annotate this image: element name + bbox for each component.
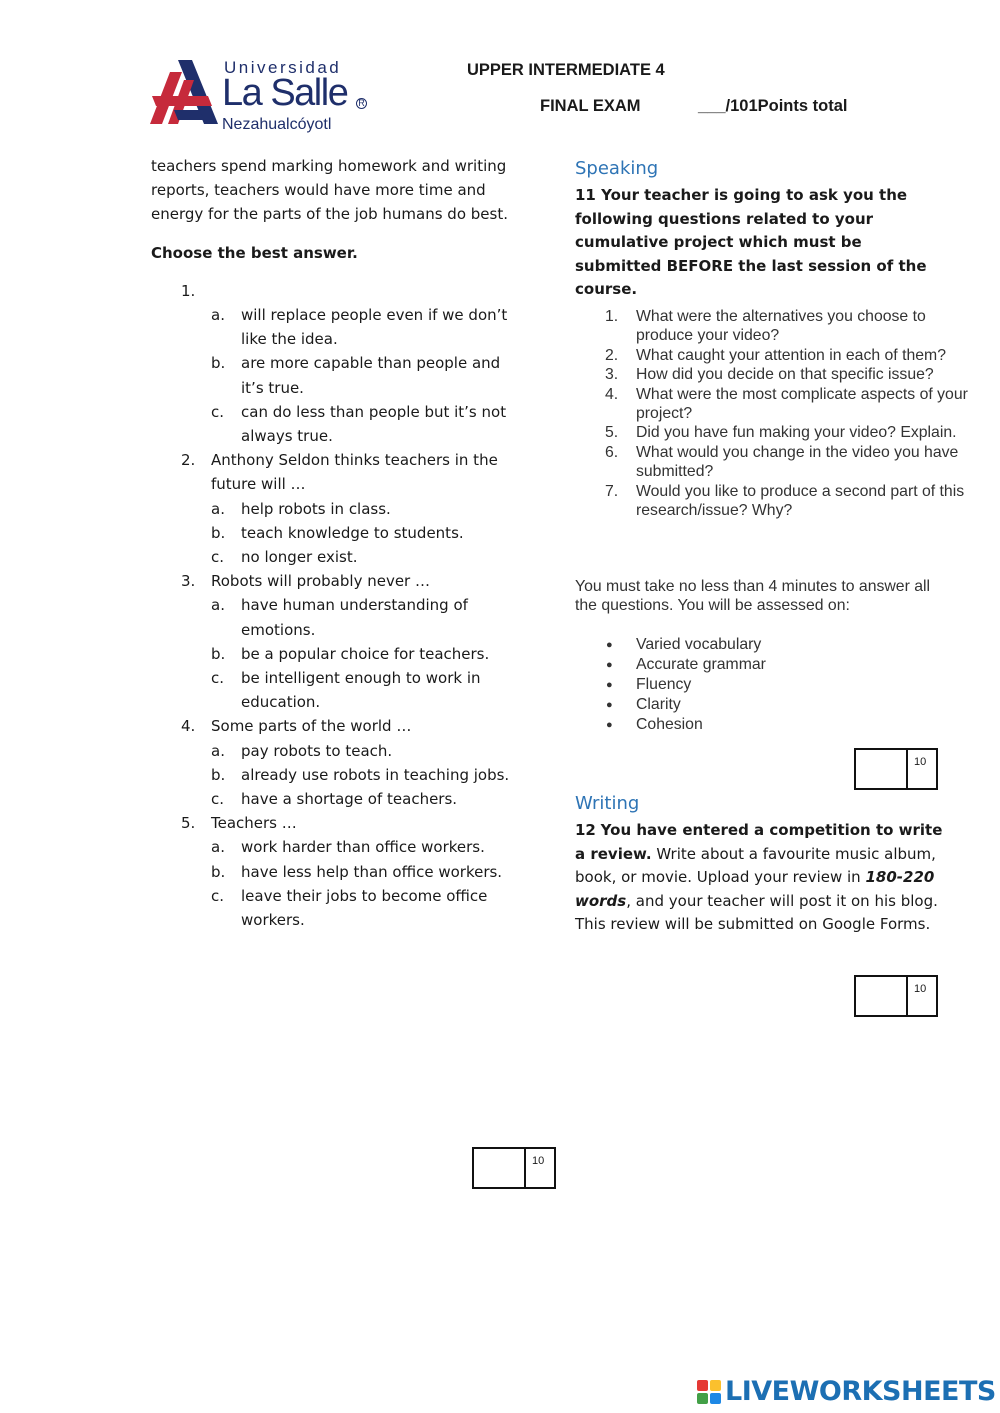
writing-task-bold: You have entered a competition to write a review. <box>575 821 943 863</box>
option-list <box>211 303 521 448</box>
question-item <box>181 448 521 569</box>
option-letter: b. <box>211 354 226 373</box>
answer-option[interactable] <box>211 497 521 521</box>
reading-passage: teachers spend marking homework and writing reports, teachers would have more time and energy for the parts of the job humans do best. <box>151 157 508 224</box>
bullet-icon: ● <box>606 699 613 711</box>
option-letter: b. <box>211 523 226 542</box>
speaking-task: 11 Your teacher is going to ask you the following questions related to your cumulative project which must be submitted BEFORE the last session of the course. <box>575 186 927 298</box>
speaking-question-number: 1. <box>605 308 619 325</box>
answer-option[interactable] <box>211 593 521 641</box>
speaking-question <box>605 307 976 346</box>
option-letter: b. <box>211 765 226 784</box>
criteria-item <box>606 635 766 655</box>
speaking-score-box <box>854 748 938 790</box>
criteria-list <box>605 635 766 735</box>
brand-square-green <box>697 1393 708 1404</box>
la-salle-logo-icon <box>148 58 220 130</box>
criteria-item <box>606 715 766 735</box>
option-text: are more capable than people and it’s true. <box>241 354 501 397</box>
bullet-icon: ● <box>606 659 613 671</box>
option-text: have less help than office workers. <box>241 862 503 881</box>
speaking-question-number: 3. <box>605 366 619 384</box>
speaking-question <box>605 482 976 521</box>
answer-option[interactable] <box>211 642 521 666</box>
speaking-question-text: How did you decide on that specific issue? <box>636 366 934 384</box>
criteria-item <box>606 675 766 695</box>
answer-option[interactable] <box>211 303 521 351</box>
option-letter: b. <box>211 644 226 663</box>
bullet-icon: ● <box>606 719 613 731</box>
exam-level-title: UPPER INTERMEDIATE 4 <box>467 61 665 79</box>
speaking-question-text: What were the most complicate aspects of your project? <box>636 385 968 423</box>
question-text: Anthony Seldon thinks teachers in the future will … <box>211 451 498 494</box>
speaking-question-list <box>605 307 976 520</box>
reading-section <box>151 154 521 932</box>
speaking-question-number: 7. <box>605 482 619 500</box>
speaking-question-number: 6. <box>605 443 619 461</box>
speaking-question-number: 2. <box>605 346 619 364</box>
criteria-item <box>606 655 766 675</box>
speaking-question-text: What would you change in the video you have submitted? <box>636 443 959 481</box>
speaking-question-text: Would you like to produce a second part of this research/issue? Why? <box>636 482 965 520</box>
speaking-question-text: Did you have fun making your video? Explain. <box>636 424 957 442</box>
question-number: 2. <box>181 451 196 470</box>
liveworksheets-wordmark: LIVEWORKSHEETS <box>725 1376 996 1407</box>
criteria-text: Clarity <box>636 696 681 713</box>
option-letter: a. <box>211 838 225 857</box>
speaking-question <box>605 423 976 442</box>
speaking-heading: Speaking <box>575 158 659 179</box>
bullet-icon: ● <box>606 639 613 651</box>
option-letter: c. <box>211 790 225 809</box>
question-number: 5. <box>181 814 196 833</box>
option-text: already use robots in teaching jobs. <box>241 765 510 784</box>
answer-option[interactable] <box>211 763 521 787</box>
option-letter: c. <box>211 402 225 421</box>
writing-word-range: 180-220 words <box>575 868 935 910</box>
brand-square-red <box>697 1380 708 1391</box>
answer-option[interactable] <box>211 787 521 811</box>
option-text: will replace people even if we don’t like the idea. <box>241 306 508 349</box>
question-item <box>181 714 521 811</box>
criteria-text: Varied vocabulary <box>636 636 762 653</box>
logo-university-text: Universidad <box>224 58 342 77</box>
speaking-question <box>605 365 976 384</box>
question-number: 3. <box>181 572 196 591</box>
speaking-question-number: 4. <box>605 385 619 403</box>
exam-title: FINAL EXAM <box>540 97 641 115</box>
speaking-question-text: What were the alternatives you choose to produce your video? <box>636 308 926 345</box>
speaking-score-max: 10 <box>914 756 927 768</box>
option-text: leave their jobs to become office workers. <box>241 886 488 930</box>
liveworksheets-logo-icon <box>697 1380 721 1404</box>
logo-campus-text: Nezahualcóyotl <box>222 116 332 133</box>
option-text: can do less than people but it’s not always true. <box>241 402 507 446</box>
brand-square-blue <box>710 1393 721 1404</box>
option-text: be a popular choice for teachers. <box>241 644 490 663</box>
assessment-text: You must take no less than 4 minutes to answer all the questions. You will be assessed on: <box>575 578 931 615</box>
option-letter: a. <box>211 741 225 760</box>
option-text: teach knowledge to students. <box>241 523 464 542</box>
speaking-question-text: What caught your attention in each of them? <box>636 346 946 364</box>
liveworksheets-brand[interactable] <box>697 1376 996 1407</box>
option-text: help robots in class. <box>241 499 391 518</box>
option-text: have human understanding of emotions. <box>241 596 468 639</box>
criteria-text: Fluency <box>636 676 692 693</box>
speaking-question <box>605 346 976 365</box>
option-letter: b. <box>211 862 226 881</box>
question-text: Some parts of the world … <box>211 717 412 736</box>
writing-task <box>575 819 945 937</box>
answer-option[interactable] <box>211 860 521 884</box>
reading-score-max: 10 <box>532 1155 545 1167</box>
writing-score-box <box>854 975 938 1017</box>
logo-lasalle-text: La Salle <box>222 72 348 114</box>
brand-square-yellow <box>710 1380 721 1391</box>
option-text: pay robots to teach. <box>241 741 393 760</box>
option-letter: a. <box>211 306 225 325</box>
question-item <box>181 811 521 932</box>
answer-option[interactable] <box>211 666 521 714</box>
writing-score-max: 10 <box>914 983 927 995</box>
answer-option[interactable] <box>211 545 521 569</box>
question-list <box>151 279 521 932</box>
points-total: ___/101Points total <box>698 97 848 115</box>
criteria-text: Cohesion <box>636 716 703 733</box>
question-number: 1. <box>181 281 196 300</box>
criteria-text: Accurate grammar <box>636 656 766 673</box>
question-item <box>181 569 521 714</box>
speaking-score-input[interactable] <box>856 750 908 788</box>
bullet-icon: ● <box>606 679 613 691</box>
option-letter: c. <box>211 548 225 567</box>
writing-heading: Writing <box>575 793 640 814</box>
answer-option[interactable] <box>211 400 521 448</box>
question-text: Teachers … <box>211 814 297 833</box>
question-text: Robots will probably never … <box>211 572 430 591</box>
speaking-question <box>605 443 976 482</box>
reading-score-input[interactable] <box>474 1149 526 1187</box>
option-list <box>211 739 521 812</box>
writing-task-number: 12 <box>575 821 596 839</box>
question-item <box>181 279 521 448</box>
writing-score-input[interactable] <box>856 977 908 1015</box>
answer-option[interactable] <box>211 351 521 399</box>
writing-task-text-2: , and your teacher will post it on his blog. This review will be submitted on Google Forms. <box>575 891 938 933</box>
option-text: have a shortage of teachers. <box>241 790 458 809</box>
instruction: Choose the best answer. <box>151 243 358 262</box>
option-letter: a. <box>211 596 225 615</box>
speaking-question <box>605 385 976 424</box>
option-text: no longer exist. <box>241 548 358 567</box>
reading-score-box <box>472 1147 556 1189</box>
option-text: work harder than office workers. <box>241 838 485 857</box>
option-list <box>211 497 521 570</box>
option-letter: c. <box>211 669 225 688</box>
answer-option[interactable] <box>211 739 521 763</box>
option-list <box>211 835 521 932</box>
option-list <box>211 593 521 714</box>
writing-task-text: Write about a favourite music album, book, or movie. Upload your review in <box>575 844 936 886</box>
option-text: be intelligent enough to work in education. <box>241 669 481 712</box>
answer-option[interactable] <box>211 521 521 545</box>
speaking-question-number: 5. <box>605 424 619 442</box>
question-number: 4. <box>181 717 196 736</box>
option-letter: c. <box>211 886 225 905</box>
answer-option[interactable] <box>211 835 521 859</box>
logo-registered-mark: R <box>356 98 367 109</box>
option-letter: a. <box>211 499 225 518</box>
answer-option[interactable] <box>211 884 521 932</box>
criteria-item <box>606 695 766 715</box>
